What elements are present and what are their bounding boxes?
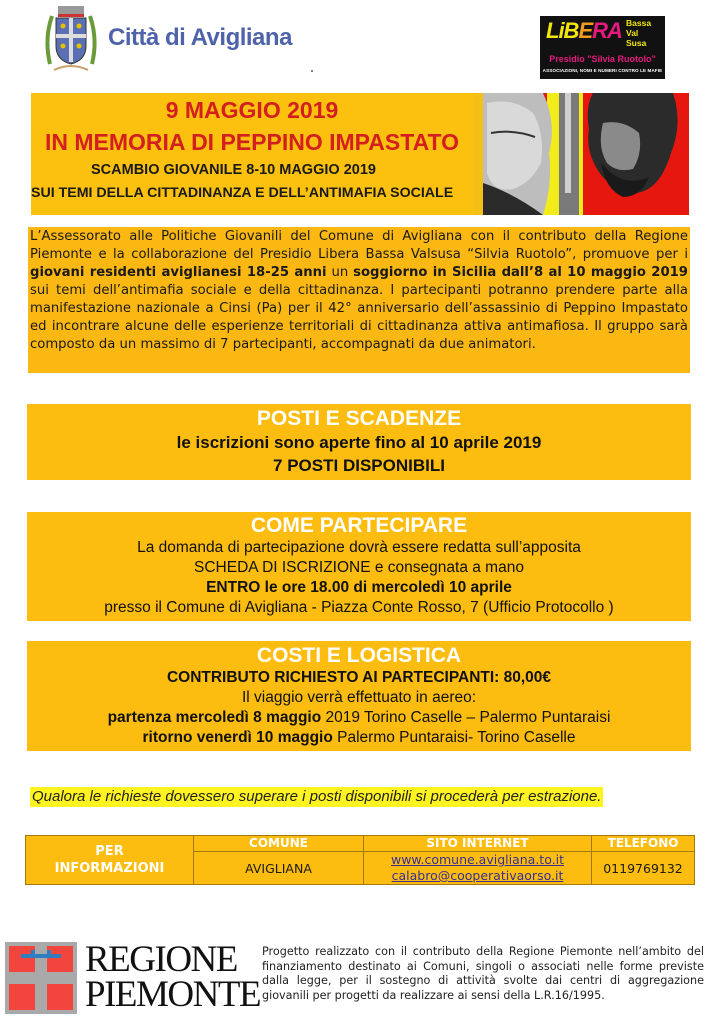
libera-side-line: Val [626, 28, 639, 38]
return-date: ritorno venerdì 10 maggio [142, 729, 333, 746]
come-deadline: ENTRO le ore 18.00 di mercoledì 10 aprile [206, 579, 512, 596]
intro-text-part: sui temi dell’antimafia sociale e della cittadinanza. I partecipanti potranno prendere parte alla manifestazione nazionale a Cinsi (Pa) per il 42° anniversario dell’assassinio di Peppino Impastato ed incontrare alcune delle esperienze territoriali di cittadinanza attiva antimafiosa. Il gruppo sarà composto da un massimo di 7 partecipanti, accompagnati da due animatori. [30, 283, 688, 352]
posti-scadenze-section [27, 404, 691, 480]
costi-logistica-section [27, 641, 691, 751]
come-line: SCHEDA DI ISCRIZIONE e consegnata a mano [194, 559, 524, 576]
intro-text-part: un [326, 265, 354, 280]
posti-deadline: le iscrizioni sono aperte fino al 10 aprile 2019 [176, 433, 542, 452]
intro-text-part: L’Assessorato alle Politiche Giovanili del Comune di Avigliana con il contributo della Regione Piemonte e la collaborazione del Presidio Libera Bassa Valsusa “Silvia Ruotolo”, promuove per i [30, 229, 688, 262]
libera-logo [540, 16, 665, 79]
piemonte-flag-icon [5, 942, 77, 1014]
coat-of-arms-icon [42, 4, 100, 74]
intro-paragraph [28, 227, 690, 373]
regione-piemonte-logo [5, 937, 261, 1017]
info-label-line: PER [95, 844, 124, 859]
libera-tagline: ASSOCIAZIONI, NOMI E NUMERI CONTRO LE MAFIE [542, 68, 663, 73]
selection-note: Qualora le richieste dovessero superare i posti disponibili si procederà per estrazione. [32, 788, 602, 805]
stray-dot [311, 70, 313, 72]
flag-quadrant [9, 984, 35, 1010]
section-title: COME PARTECIPARE [250, 514, 468, 537]
libera-word: LiBERA [546, 18, 622, 43]
intro-text [28, 227, 690, 354]
intro-highlight-giovani: giovani residenti aviglianesi 18-25 anni [30, 265, 327, 280]
departure-date: partenza mercoledì 8 maggio [107, 709, 322, 726]
libera-presidio: Presidio "Silvia Ruotolo" [549, 54, 656, 64]
info-table [25, 835, 695, 885]
info-header-row [26, 836, 695, 852]
banner-text [31, 93, 473, 215]
come-line: La domanda di partecipazione dovrà essere redatta sull’apposita [137, 539, 581, 556]
costi-departure [27, 708, 691, 728]
return-route: Palermo Puntaraisi- Torino Caselle [332, 729, 576, 746]
banner-temi: SUI TEMI DELLA CITTADINANZA E DELL’ANTIMAFIA SOCIALE [31, 185, 454, 201]
header-sito: SITO INTERNET [364, 836, 592, 852]
intro-highlight-soggiorno: soggiorno in Sicilia dall’8 al 10 maggio 2019 [353, 265, 688, 280]
posti-available: 7 POSTI DISPONIBILI [273, 456, 445, 475]
regione-line: PIEMONTE [85, 974, 261, 1015]
funding-note: Progetto realizzato con il contributo della Regione Piemonte nell’ambito del finanziamento destinato ai Comuni, singoli o associati nelle forme previste dalla legge, per il sostegno di attività svolte dai centri di aggregazione giovanili per progetti da realizzare ai sensi della L.R.16/1995. [262, 945, 704, 1002]
libera-side-line: Susa [626, 38, 647, 48]
costi-return [27, 728, 691, 748]
info-label [26, 836, 194, 885]
departure-route: 2019 Torino Caselle – Palermo Puntaraisi [321, 709, 611, 726]
flag-quadrant [47, 984, 73, 1010]
value-comune: AVIGLIANA [194, 852, 364, 885]
section-title: COSTI E LOGISTICA [256, 644, 462, 667]
libera-side-line: Bassa [626, 18, 652, 28]
costi-contribution: CONTRIBUTO RICHIESTO AI PARTECIPANTI: 80,00€ [166, 669, 552, 686]
banner-scambio: SCAMBIO GIOVANILE 8-10 MAGGIO 2019 [91, 162, 376, 178]
value-sito [364, 852, 592, 885]
header-telefono: TELEFONO [592, 836, 695, 852]
regione-line: REGIONE [85, 939, 237, 980]
info-label-line: INFORMAZIONI [54, 861, 165, 876]
section-title: POSTI E SCADENZE [256, 407, 462, 430]
banner-date: 9 MAGGIO 2019 [165, 97, 339, 123]
website-link[interactable]: www.comune.avigliana.to.it [390, 852, 564, 867]
header-comune: COMUNE [194, 836, 364, 852]
costi-travel: Il viaggio verrà effettuato in aereo: [241, 689, 477, 706]
label-icon [21, 950, 61, 960]
event-banner [31, 93, 689, 215]
come-partecipare-section [27, 512, 691, 621]
banner-photo [473, 93, 689, 215]
city-name: Città di Avigliana [108, 24, 292, 51]
regione-name [85, 939, 261, 1015]
come-address: presso il Comune di Avigliana - Piazza Conte Rosso, 7 (Ufficio Protocollo ) [104, 599, 614, 616]
value-telefono: 0119769132 [592, 852, 695, 885]
citta-di-avigliana-logo [40, 2, 300, 80]
banner-memoria: IN MEMORIA DI PEPPINO IMPASTATO [44, 129, 460, 155]
email-link[interactable]: calabro@cooperativaorso.it [391, 868, 564, 883]
libera-side-text [626, 18, 651, 48]
